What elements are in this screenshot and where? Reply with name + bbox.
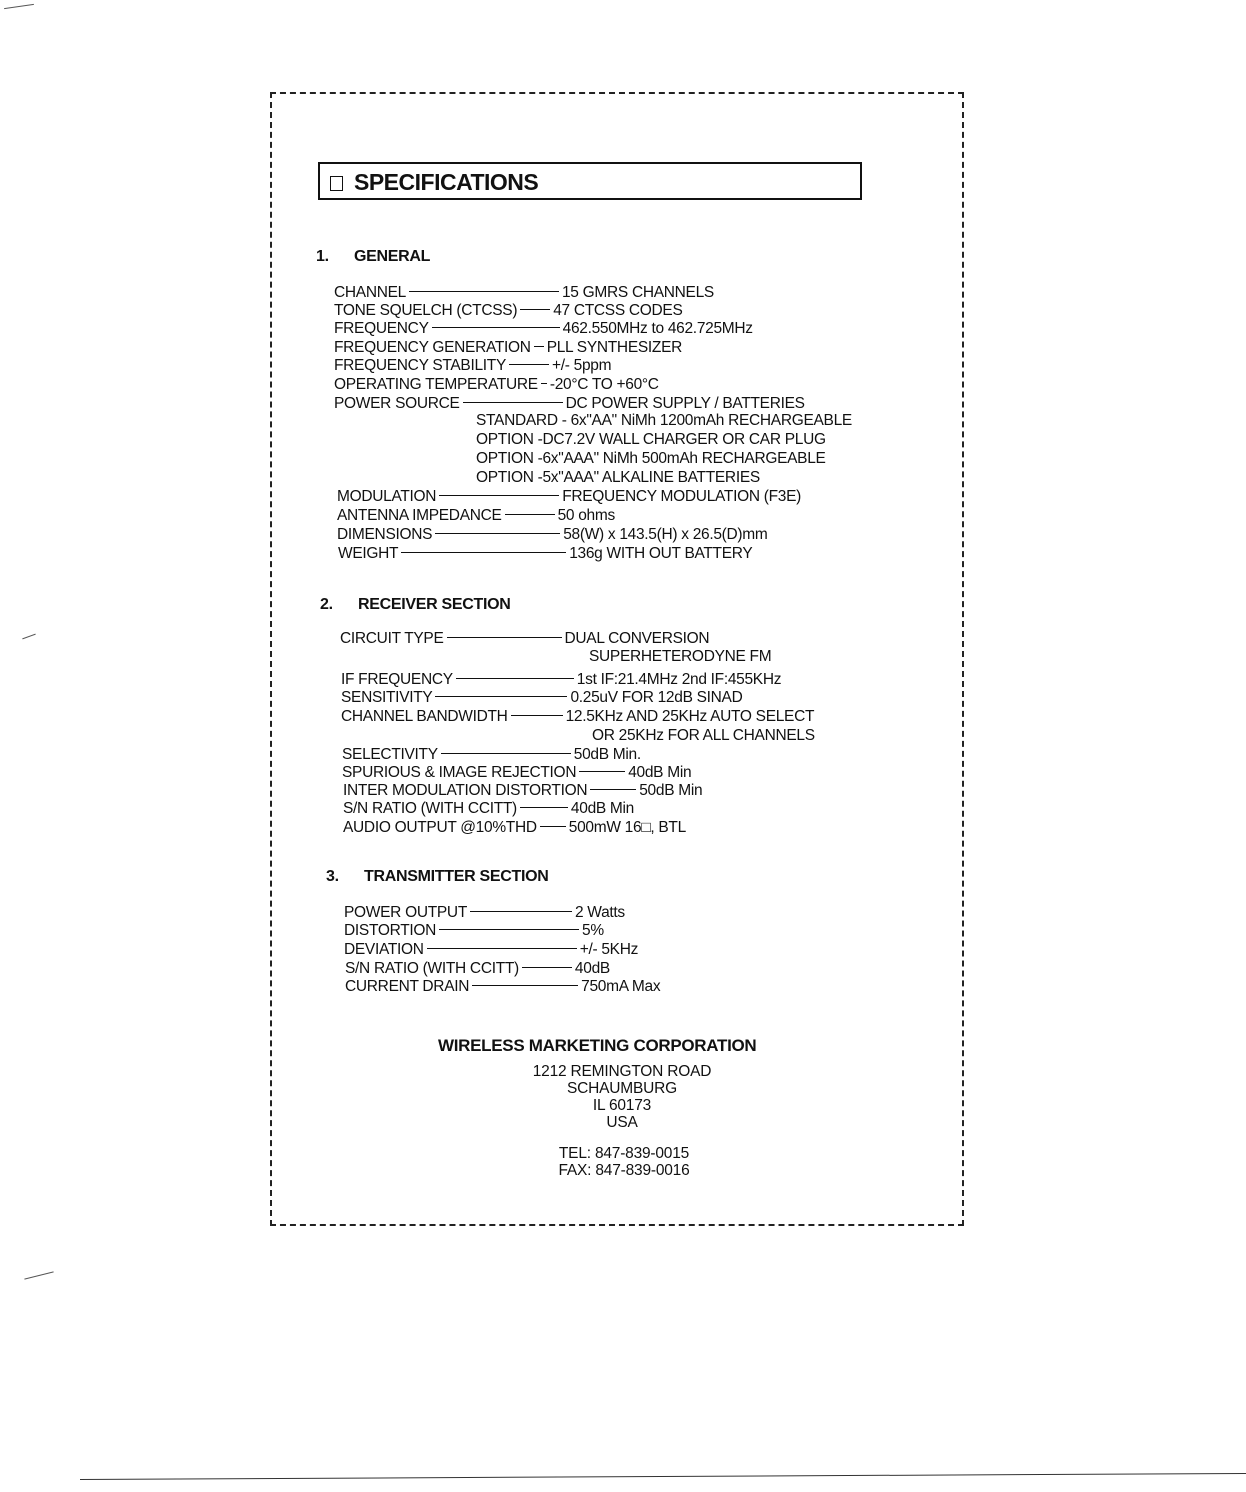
spec-row	[342, 746, 641, 764]
section-heading-receiver	[320, 596, 511, 614]
leader-line	[522, 967, 572, 968]
address-line: IL 60173	[592, 1097, 652, 1114]
section-title: RECEIVER SECTION	[358, 596, 511, 613]
leader-line	[456, 678, 574, 679]
spec-row	[343, 800, 634, 818]
spec-label: POWER OUTPUT	[344, 904, 467, 921]
spec-label: FREQUENCY STABILITY	[334, 357, 507, 374]
section-number: 2.	[320, 596, 333, 613]
spec-value: +/- 5ppm	[552, 357, 612, 374]
spec-row	[334, 284, 714, 302]
spec-row	[344, 922, 604, 940]
spec-row	[337, 488, 801, 506]
spec-label: IF FREQUENCY	[341, 671, 453, 688]
spec-row	[334, 320, 753, 338]
scan-mark	[24, 1271, 53, 1279]
spec-label: FREQUENCY GENERATION	[334, 339, 531, 356]
leader-line	[534, 346, 544, 347]
spec-row	[343, 782, 702, 800]
leader-line	[511, 715, 563, 716]
spec-value: 47 CTCSS CODES	[553, 302, 683, 319]
spec-row	[341, 689, 743, 707]
leader-line	[435, 696, 567, 697]
fax: FAX: 847-839-0016	[558, 1162, 690, 1179]
spec-row	[337, 507, 615, 525]
spec-value: 50dB Min.	[573, 746, 641, 763]
spec-row	[345, 978, 660, 996]
checkbox-icon	[330, 176, 343, 191]
spec-row	[334, 339, 682, 357]
leader-line	[441, 753, 571, 754]
leader-line	[520, 309, 550, 310]
spec-row	[341, 708, 814, 726]
spec-row	[344, 941, 638, 959]
company-name: WIRELESS MARKETING CORPORATION	[438, 1036, 757, 1055]
scan-mark	[22, 634, 35, 640]
power-option: OPTION -DC7.2V WALL CHARGER OR CAR PLUG	[476, 431, 826, 448]
address-line: 1212 REMINGTON ROAD	[532, 1063, 712, 1080]
spec-label: DEVIATION	[344, 941, 424, 958]
spec-value: 500mW 16□, BTL	[568, 819, 686, 836]
leader-line	[401, 552, 566, 553]
spec-row	[334, 302, 683, 320]
spec-label: S/N RATIO (WITH CCITT)	[345, 960, 519, 977]
spec-label: CURRENT DRAIN	[345, 978, 470, 995]
spec-row	[338, 545, 752, 563]
power-option: OPTION -5x"AAA" ALKALINE BATTERIES	[476, 469, 760, 486]
spec-row	[340, 630, 709, 648]
leader-line	[470, 911, 572, 912]
spec-label: S/N RATIO (WITH CCITT)	[343, 800, 517, 817]
section-title: GENERAL	[354, 248, 431, 265]
spec-value: -20°C TO +60°C	[549, 376, 659, 393]
spec-value: 462.550MHz to 462.725MHz	[562, 320, 753, 337]
spec-label: SENSITIVITY	[341, 689, 433, 706]
address-line: SCHAUMBURG	[567, 1080, 677, 1097]
leader-line	[540, 826, 566, 827]
spec-value: 750mA Max	[581, 978, 661, 995]
spec-value: +/- 5KHz	[579, 941, 639, 958]
leader-line	[432, 327, 560, 328]
spec-label: ANTENNA IMPEDANCE	[337, 507, 502, 524]
spec-label: FREQUENCY	[334, 320, 429, 337]
leader-line	[463, 402, 563, 403]
spec-value: PLL SYNTHESIZER	[546, 339, 683, 356]
spec-row	[334, 376, 659, 394]
leader-line	[435, 533, 560, 534]
spec-label: SPURIOUS & IMAGE REJECTION	[342, 764, 577, 781]
section-heading-general	[316, 248, 430, 266]
spec-value: 136g WITH OUT BATTERY	[569, 545, 753, 562]
leader-line	[447, 637, 562, 638]
leader-line	[520, 807, 568, 808]
section-number: 1.	[316, 248, 329, 265]
leader-line	[509, 364, 549, 365]
spec-label: SELECTIVITY	[342, 746, 438, 763]
spec-value: 2 Watts	[574, 904, 625, 921]
spec-value: FREQUENCY MODULATION (F3E)	[562, 488, 801, 505]
spec-value: 40dB Min	[570, 800, 635, 817]
leader-line	[427, 948, 577, 949]
spec-row	[345, 960, 610, 978]
spec-label: CIRCUIT TYPE	[340, 630, 444, 647]
leader-line	[505, 514, 555, 515]
spec-value-continuation: SUPERHETERODYNE FM	[589, 648, 772, 665]
bottom-edge-line	[80, 1473, 1246, 1480]
address-line: USA	[606, 1114, 638, 1131]
tel: TEL: 847-839-0015	[558, 1145, 690, 1162]
leader-line	[439, 929, 579, 930]
leader-line	[409, 291, 559, 292]
spec-label: OPERATING TEMPERATURE	[334, 376, 538, 393]
spec-row	[344, 904, 625, 922]
spec-row	[337, 526, 768, 544]
section-title: TRANSMITTER SECTION	[364, 868, 549, 885]
spec-value: 40dB	[574, 960, 610, 977]
power-option: OPTION -6x"AAA" NiMh 500mAh RECHARGEABLE	[476, 450, 826, 467]
spec-label: WEIGHT	[338, 545, 399, 562]
spec-value: 12.5KHz AND 25KHz AUTO SELECT	[565, 708, 815, 725]
spec-label: DISTORTION	[344, 922, 437, 939]
spec-label: DIMENSIONS	[337, 526, 433, 543]
company-address	[472, 1063, 772, 1131]
spec-value: 5%	[582, 922, 604, 939]
page-title: SPECIFICATIONS	[354, 169, 539, 195]
spec-row	[342, 764, 691, 782]
spec-value: 50dB Min	[639, 782, 703, 799]
leader-line	[541, 383, 547, 384]
spec-row	[343, 819, 686, 837]
spec-row	[334, 357, 611, 375]
spec-value: DUAL CONVERSION	[564, 630, 710, 647]
spec-row	[341, 671, 781, 689]
leader-line	[590, 789, 636, 790]
spec-value: 0.25uV FOR 12dB SINAD	[570, 689, 743, 706]
spec-label: AUDIO OUTPUT @10%THD	[343, 819, 537, 836]
spec-value: 1st IF:21.4MHz 2nd IF:455KHz	[576, 671, 782, 688]
spec-row	[334, 395, 805, 413]
section-number: 3.	[326, 868, 339, 885]
spec-value: 58(W) x 143.5(H) x 26.5(D)mm	[563, 526, 768, 543]
leader-line	[439, 495, 559, 496]
company-contact	[474, 1145, 774, 1179]
specifications-title-box	[318, 162, 862, 200]
spec-label: INTER MODULATION DISTORTION	[343, 782, 588, 799]
spec-value: DC POWER SUPPLY / BATTERIES	[565, 395, 805, 412]
spec-label: CHANNEL	[334, 284, 406, 301]
scan-mark	[4, 4, 34, 9]
spec-label: POWER SOURCE	[334, 395, 460, 412]
spec-label: TONE SQUELCH (CTCSS)	[334, 302, 518, 319]
spec-label: MODULATION	[337, 488, 437, 505]
spec-label: CHANNEL BANDWIDTH	[341, 708, 508, 725]
spec-value: 40dB Min	[628, 764, 692, 781]
leader-line	[472, 985, 578, 986]
section-heading-transmitter	[326, 868, 549, 886]
spec-value: 50 ohms	[557, 507, 615, 524]
leader-line	[579, 771, 625, 772]
spec-value: 15 GMRS CHANNELS	[561, 284, 714, 301]
spec-value-continuation: OR 25KHz FOR ALL CHANNELS	[592, 727, 815, 744]
power-option: STANDARD - 6x"AA" NiMh 1200mAh RECHARGEABLE	[476, 412, 852, 429]
